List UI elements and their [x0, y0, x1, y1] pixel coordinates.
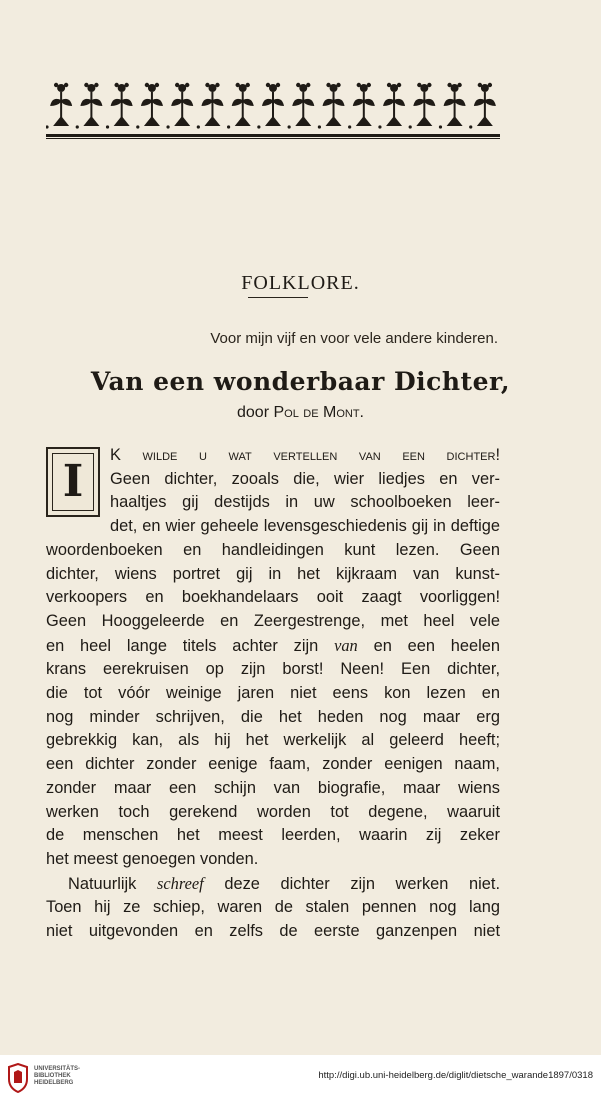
text-line: die tot vóór weinige jaren niet eens kon lezen en [46, 684, 500, 703]
flower-motif [166, 83, 193, 129]
text-line: het meest genoegen vonden. [46, 849, 259, 868]
floral-border-ornament [46, 78, 500, 140]
flower-motif [318, 83, 345, 129]
text-line: zonder maar een schijn van biografie, maar wiens [46, 778, 500, 797]
text-line: werken toch gerekend worden tot degene, waaruit [46, 802, 500, 821]
text-line: haaltjes gij destijds in uw schoolboeken leer- [110, 493, 500, 512]
text-line: nog minder schrijven, die het heden nog maar erg [46, 707, 500, 726]
flower-motif [378, 83, 405, 129]
text-line: de menschen het meest leerden, waarin zij zeker [46, 826, 500, 845]
text-line: gebrekkig kan, als hij het werkelijk al geleerd heeft; [46, 731, 500, 750]
drop-cap-letter: I [52, 453, 94, 511]
heidelberg-library-logo-icon [6, 1063, 30, 1093]
flower-motif [439, 83, 466, 129]
flower-motif [257, 83, 284, 129]
flower-motif [197, 83, 224, 129]
article-heading: Van een wonderbaar Dichter, [90, 367, 511, 396]
italic-word: schreef [156, 873, 204, 893]
text-line: woordenboeken en handleidingen kunt lezen. Geen [46, 540, 500, 559]
title-divider [248, 297, 308, 298]
section-title: FOLKLORE. [241, 272, 360, 294]
source-url[interactable]: http://digi.ub.uni-heidelberg.de/diglit/dietsche_warande1897/0318 [318, 1070, 593, 1081]
text-line: det, en wier geheele levensgeschiedenis gij in deftige [110, 517, 500, 536]
text-line: krans eerekruisen op zijn borst! Neen! Een dichter, [46, 660, 500, 679]
byline-prefix: door [237, 404, 270, 421]
flower-motif [288, 83, 315, 129]
text-line: Geen Hooggeleerde en Zeergestrenge, met heel vele [46, 611, 500, 630]
text-line: dichter, wiens portret gij in het kijkraam van kunst- [46, 564, 500, 583]
text-line: Toen hij ze schiep, waren de stalen pennen nog lang [46, 898, 500, 917]
byline [0, 404, 601, 422]
flower-motif [76, 83, 103, 129]
flower-motif [469, 83, 496, 129]
flower-motif [136, 83, 163, 129]
text-line: en heel lange titels achter zijn van en een heelen [46, 635, 501, 655]
text-line: niet uitgevonden en zelfs de eerste ganzenpen niet [46, 922, 500, 941]
flower-motif [46, 83, 72, 129]
library-name: UNIVERSITÄTS- BIBLIOTHEK HEIDELBERG [34, 1066, 81, 1086]
flower-motif [348, 83, 375, 129]
text-line: K wilde u wat vertellen van een dichter! [110, 446, 500, 464]
text-line: een dichter zonder eenige faam, zonder eenigen naam, [46, 755, 500, 774]
article-body [46, 444, 500, 944]
dedication: Voor mijn vijf en voor vele andere kinderen. [210, 330, 498, 347]
flower-motif [106, 83, 133, 129]
flower-motif [409, 83, 436, 129]
text-line: Geen dichter, zooals die, wier liedjes en ver- [110, 469, 500, 488]
text-line: verkoopers en boekhandelaars ooit zaagt voorliggen! [46, 588, 500, 607]
flower-motif [227, 83, 254, 129]
text-line: Natuurlijk schreef deze dichter zijn werken niet. [68, 873, 501, 893]
drop-cap [46, 447, 100, 517]
author-name: Pol de Mont. [273, 404, 364, 421]
italic-word: van [334, 635, 358, 655]
